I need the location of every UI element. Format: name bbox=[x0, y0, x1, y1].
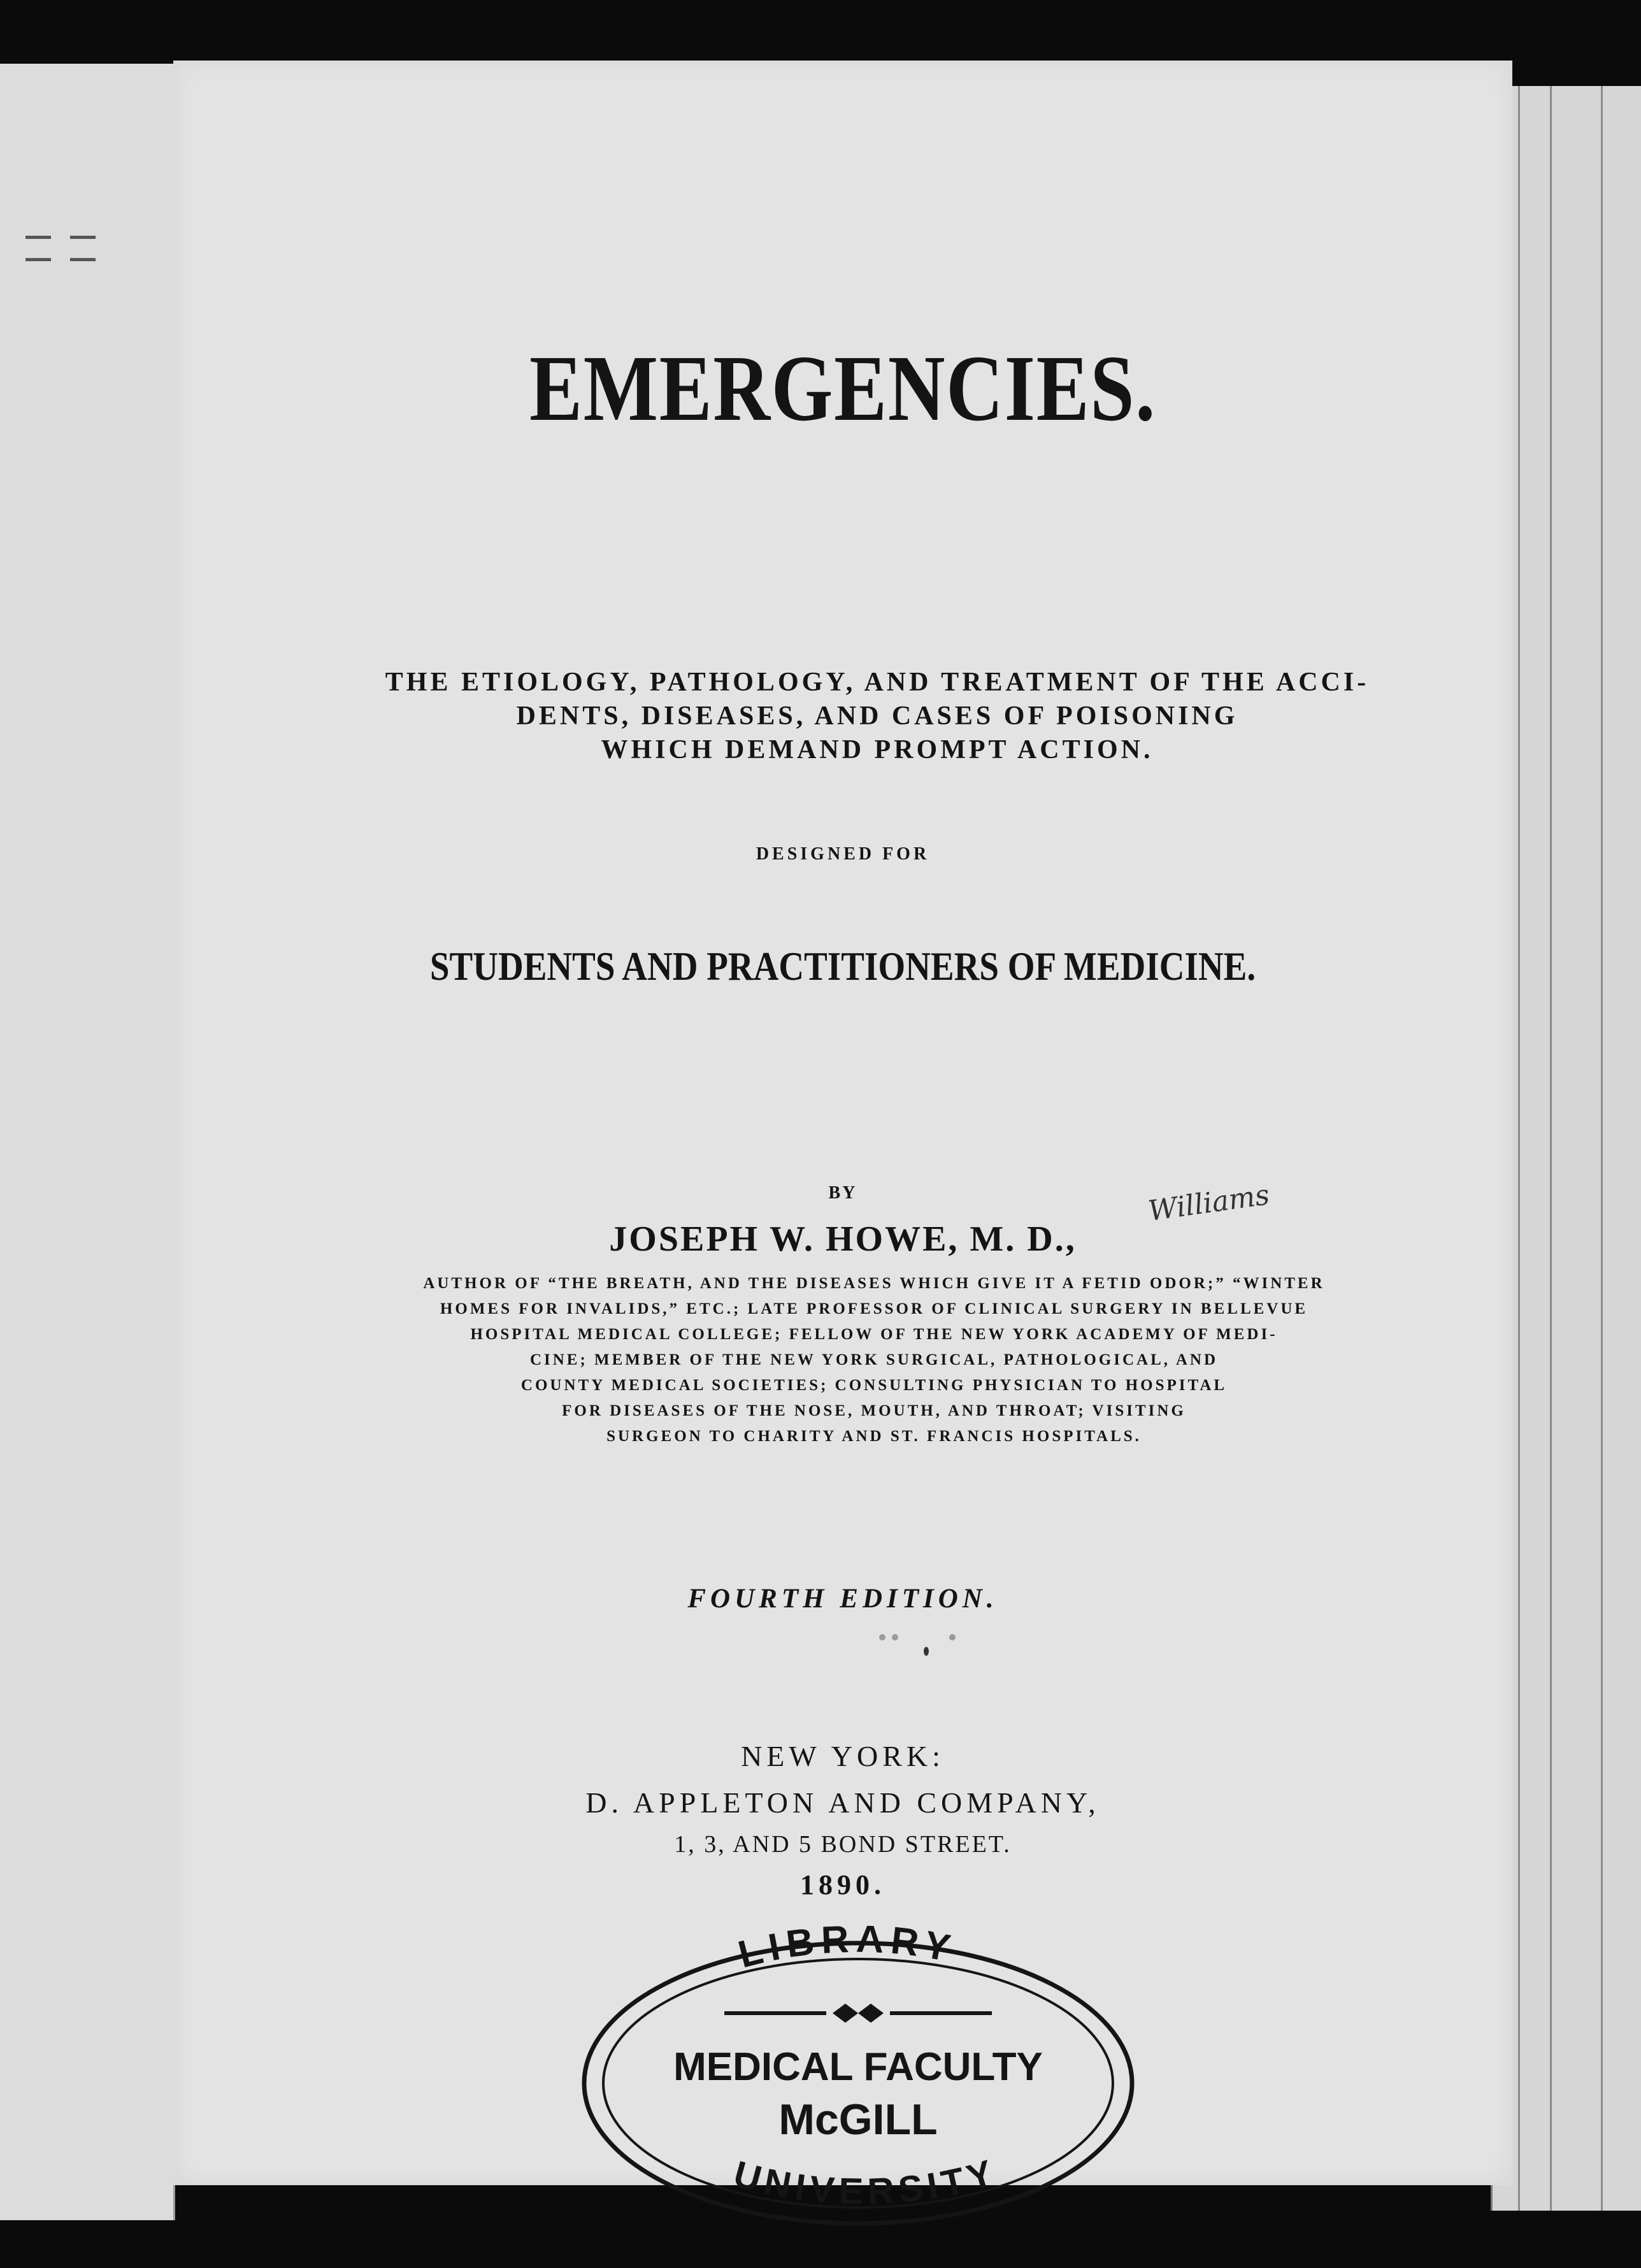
stamp-top-text bbox=[734, 1924, 960, 1976]
book-subtitle bbox=[326, 666, 1428, 767]
credentials-line: CINE; MEMBER OF THE NEW YORK SURGICAL, PATHOLOGICAL, AND bbox=[529, 1351, 1219, 1368]
left-page-edge bbox=[0, 64, 175, 2220]
by-label: BY bbox=[828, 1183, 857, 1203]
right-page-edge bbox=[1491, 86, 1641, 2211]
credentials-line: HOMES FOR INVALIDS,” ETC.; LATE PROFESSOR OF CLINICAL SURGERY IN BELLEVUE bbox=[440, 1300, 1308, 1317]
stamp-line-2: McGILL bbox=[778, 2095, 938, 2144]
speck bbox=[924, 1647, 929, 1656]
credentials-line: AUTHOR OF “THE BREATH, AND THE DISEASES WHICH GIVE IT A FETID ODOR;” “WINTER bbox=[423, 1275, 1325, 1292]
page-edge-line bbox=[1518, 86, 1520, 2211]
imprint-address: 1, 3, AND 5 BOND STREET. bbox=[674, 1831, 1012, 1858]
credentials-line: COUNTY MEDICAL SOCIETIES; CONSULTING PHYSICIAN TO HOSPITAL bbox=[520, 1377, 1228, 1394]
page-mark bbox=[70, 236, 96, 239]
stamp-ornament-diamond bbox=[858, 2004, 884, 2023]
credentials-line: SURGEON TO CHARITY AND ST. FRANCIS HOSPITALS. bbox=[606, 1428, 1142, 1445]
subtitle-line: DENTS, DISEASES, AND CASES OF POISONING bbox=[516, 701, 1238, 731]
book-title: EMERGENCIES. bbox=[529, 336, 1156, 441]
imprint-publisher: D. APPLETON AND COMPANY, bbox=[585, 1786, 1100, 1819]
page-edge-line bbox=[1550, 86, 1552, 2211]
stamp-bottom-text bbox=[729, 2151, 1003, 2213]
imprint-city: NEW YORK: bbox=[741, 1740, 945, 1772]
edition-label: FOURTH EDITION. bbox=[687, 1584, 998, 1614]
speck bbox=[892, 1634, 898, 1640]
stamp-top-path: LIBRARY bbox=[734, 1924, 960, 1976]
imprint-year: 1890. bbox=[800, 1869, 885, 1900]
stamp-line-1: MEDICAL FACULTY bbox=[673, 2045, 1043, 2089]
speck bbox=[949, 1634, 956, 1640]
author-name: JOSEPH W. HOWE, M. D., bbox=[609, 1219, 1077, 1259]
library-stamp bbox=[552, 1924, 1157, 2233]
audience-line: STUDENTS AND PRACTITIONERS OF MEDICINE. bbox=[429, 944, 1256, 989]
page-mark bbox=[25, 258, 51, 261]
handwritten-annotation: Williams bbox=[1146, 1178, 1272, 1228]
page-mark bbox=[70, 258, 96, 261]
title-page bbox=[173, 61, 1512, 2213]
subtitle-line: THE ETIOLOGY, PATHOLOGY, AND TREATMENT OF THE ACCI- bbox=[385, 668, 1370, 697]
speck bbox=[879, 1634, 885, 1640]
page-edge-line bbox=[1601, 86, 1603, 2211]
credentials-line: FOR DISEASES OF THE NOSE, MOUTH, AND THROAT; VISITING bbox=[562, 1402, 1186, 1419]
author-credentials bbox=[333, 1271, 1415, 1449]
stamp-bottom-path: UNIVERSITY bbox=[729, 2150, 1003, 2213]
stamp-ornament-diamond bbox=[833, 2004, 858, 2023]
credentials-line: HOSPITAL MEDICAL COLLEGE; FELLOW OF THE NEW YORK ACADEMY OF MEDI- bbox=[470, 1326, 1278, 1343]
subtitle-line: WHICH DEMAND PROMPT ACTION. bbox=[601, 735, 1154, 764]
designed-for-label: DESIGNED FOR bbox=[756, 844, 930, 864]
page-mark bbox=[25, 236, 51, 239]
